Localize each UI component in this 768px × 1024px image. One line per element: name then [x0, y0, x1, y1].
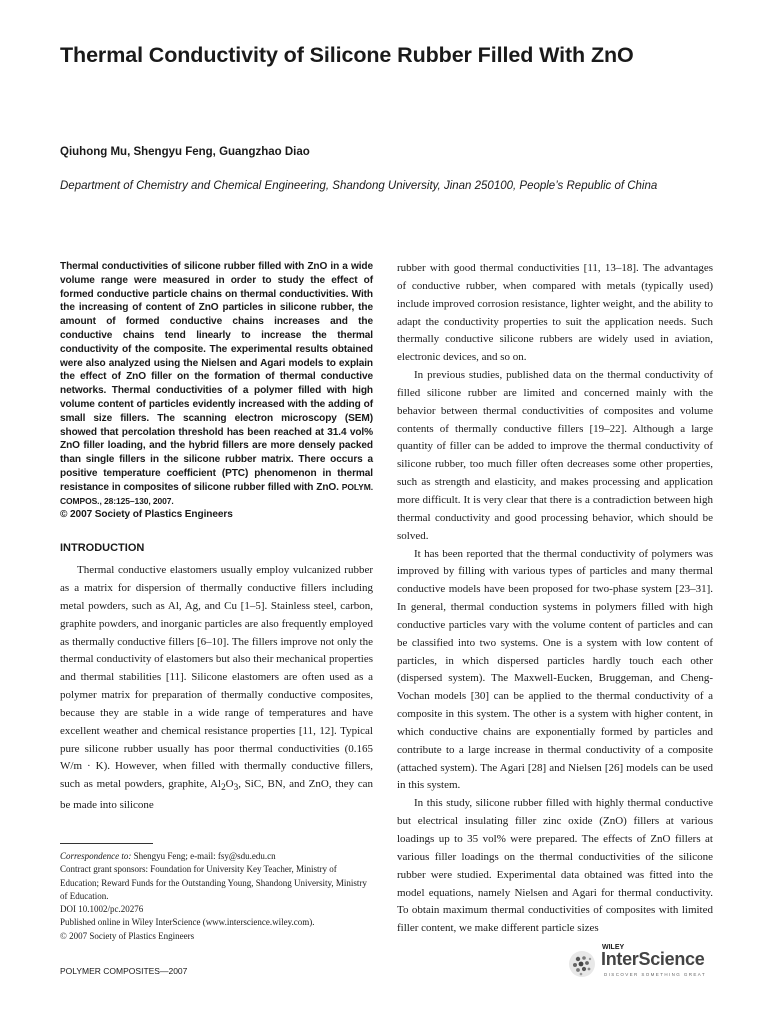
intro-text-part1: Thermal conductive elastomers usually employ vulcanized rubber as a matrix for dispersion of thermally conductive fillers including metal powders, such as Al, Ag, and Cu [1–5]. Stainless steel, carbon, graphite powders, and inorganic particles are also frequently employed as thermally conductive fillers [6–10]. The fillers improve not only the thermal conductivity of elastomers but also their mechanical properties and thermal stabilities [11]. Silicone elastomers are often used as a polymer matrix for preparation of thermally conductive composites, because they are stable in a wide range of temperatures and have excellent weather and chemical resistance properties [11, 12]. Typical pure silicone rubber usually has poor thermal conductivities (0.165 W/m · K). However, when filled with thermally conductive fillers, such as metal powders, graphite, Al — [60, 564, 373, 791]
body-paragraph: In previous studies, published data on the thermal conductivity of filled silicone rubber are limited and concerned mainly with the behavior between thermal conductivities of composites and volume contents of thermally conductive fillers [19–22]. Although a large quantity of filler can be added to improve the thermal conductivity of silicone rubber, too much filler often decreases some other properties, such as strength and elasticity, and makes processing and application more difficult. It is very clear that there is a contradiction between high thermal conductivity and good processing behavior, which should be solved. — [397, 369, 713, 542]
abstract — [60, 260, 373, 522]
logo-tagline: DISCOVER SOMETHING GREAT — [604, 972, 707, 977]
left-column — [60, 260, 373, 815]
footnote-rule — [60, 843, 153, 844]
paper-title: Thermal Conductivity of Silicone Rubber Filled With ZnO — [60, 43, 634, 67]
grant-note: Contract grant sponsors: Foundation for University Key Teacher, Ministry of Education; Reward Funds for the Outstanding Young, Shandong University, Ministry of Education. — [60, 864, 367, 901]
footnotes — [60, 850, 373, 943]
subscript: 2 — [221, 782, 226, 793]
dotted-sphere-icon — [568, 950, 596, 978]
body-paragraph: rubber with good thermal conductivities [11, 13–18]. The advantages of conductive rubber, when compared with metals (typically used) include improved corrosion resistance, lighter weight, and the ability to adapt the conductivity properties to suit the application needs. Such thermally conductive silicone rubbers are widely used in aviation, electronic devices, and so on. — [397, 262, 713, 364]
wiley-interscience-logo — [568, 944, 716, 984]
page-footer: POLYMER COMPOSITES—2007 — [60, 966, 188, 976]
abstract-text: Thermal conductivities of silicone rubber filled with ZnO in a wide volume range were measured in order to study the effect of formed conductive particle chains on thermal conductivities. With the increasing of content of ZnO particles in silicone rubber, the amount of formed conductive chains increases and the conductive chains tend linearly to increase the thermal conductivity of the composite. The experimental results obtained were also analyzed using the Nielsen and Agari models to explain the effect of ZnO filler on the formation of thermal conductive networks. Thermal conductivities of a polymer filled with high volume content of particles evidently increased with the adding of small size fillers. The scanning electron microscopy (SEM) showed that percolation threshold has been reached at 31.4 vol% ZnO filler loading, and the hybrid fillers are more densely packed than single fillers in the silicone rubber matrix. There occurs a positive temperature coefficient (PTC) phenomenon in thermal resistance in composites of silicone rubber filled with ZnO. — [60, 261, 373, 493]
affiliation: Department of Chemistry and Chemical Engineering, Shandong University, Jinan 250100, People’s Republic of China — [60, 180, 658, 192]
body-paragraph: In this study, silicone rubber filled with highly thermal conductive but electrical insulating filler zinc oxide (ZnO) fillers at various loadings up to 35 vol% were prepared. The effects of ZnO fillers at various filler loadings on the thermal conductivities of the silicone rubber were studied. Experimental data obtained was fitted into the model equations, namely Nielsen and Agari for thermal conductivity. To obtain maximum thermal conductivities of composites with limited filler content, we make different particle sizes — [397, 797, 713, 935]
journal-citation: POLYM. COMPOS., 28:125–130, 2007. — [60, 481, 373, 506]
subscript: 3 — [233, 782, 239, 793]
intro-text-part2: , SiC, BN, and ZnO, they can be made into silicone — [60, 778, 373, 812]
interscience-wordmark: InterScience — [601, 949, 705, 969]
correspondence-label: Correspondence to: — [60, 851, 132, 861]
body-paragraph: It has been reported that the thermal conductivity of polymers was improved by filling with various types of particles and many thermal conductive models have been proposed for two-phase system [23–31]. In general, thermal conduction systems in polymers filled with high conductive particles vary with the volume content of particles and can be classified into two systems. One is a system with low content of particles, in which dispersed particles hardly touch each other (dispersed system). The Maxwell-Eucken, Bruggeman, and Cheng-Vochan models [30] can be applied to the thermal conductivity of a composite in this system. The other is a system with higher content, in which conductive chains are exponentially formed by particles and contribute to a large increase in thermal conductivity of a composite (attached system). The Agari [28] and Nielsen [26] models can be used in this system. — [397, 547, 713, 792]
doi-note: DOI 10.1002/pc.20276 — [60, 904, 144, 915]
publication-note: Published online in Wiley InterScience (www.interscience.wiley.com). — [60, 917, 315, 928]
right-column — [397, 260, 713, 938]
intro-text-mid: O — [225, 778, 234, 791]
introduction-paragraph — [60, 562, 373, 815]
author-list: Qiuhong Mu, Shengyu Feng, Guangzhao Diao — [60, 146, 310, 158]
correspondence-contact: Shengyu Feng; e-mail: fsy@sdu.edu.cn — [133, 851, 276, 861]
introduction-heading: INTRODUCTION — [60, 542, 145, 555]
correspondence-note — [60, 850, 373, 863]
footnote-copyright: © 2007 Society of Plastics Engineers — [60, 930, 195, 941]
abstract-copyright: © 2007 Society of Plastics Engineers — [60, 509, 233, 521]
wiley-wordmark: WILEY — [602, 944, 625, 951]
